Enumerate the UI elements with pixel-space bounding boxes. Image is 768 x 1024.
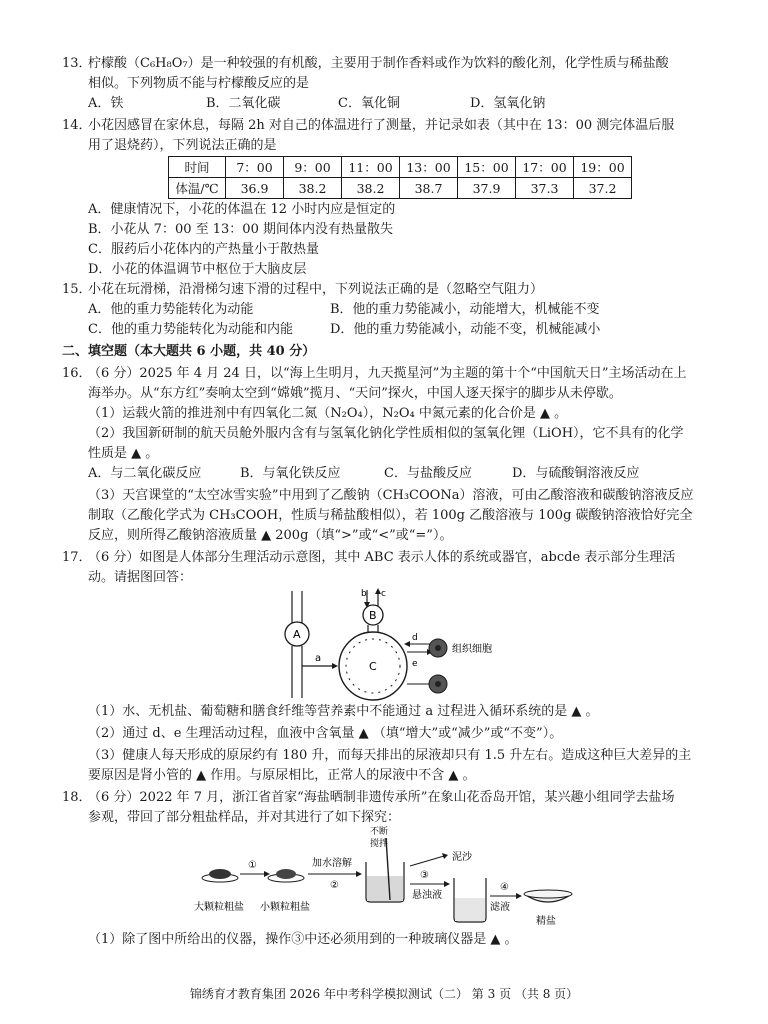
question-16-option-b: B．与氧化铁反应 — [240, 466, 341, 481]
filtrate-label: 滤液 — [490, 902, 510, 913]
table-cell: 17：00 — [516, 157, 574, 178]
organ-a — [285, 591, 309, 698]
question-17-number: 17． — [62, 550, 92, 565]
question-13-option-c: C．氧化铜 — [338, 96, 400, 111]
question-15-text-line-1: 小花在玩滑梯，沿滑梯匀速下滑的过程中，下列说法正确的是（忽略空气阻力） — [88, 282, 544, 297]
question-14-option-b: B．小花从 7：00 至 13：00 期间体内没有热量散失 — [88, 222, 393, 237]
question-14-number: 14． — [62, 118, 92, 133]
table-cell: 37.3 — [516, 178, 574, 199]
table-cell: 38.7 — [400, 178, 458, 199]
label-c-small: c — [381, 589, 386, 599]
stir-label-top: 不断 — [370, 827, 389, 837]
question-16-number: 16． — [62, 366, 92, 381]
question-14-option-d: D．小花的体温调节中枢位于大脑皮层 — [88, 262, 307, 277]
question-16-part-2-line-2: 性质是 ▲ 。 — [88, 446, 159, 461]
table-cell: 36.9 — [226, 178, 284, 199]
label-e: e — [412, 659, 418, 669]
question-16-part-3-line-3: 反应，则所得乙酸钠溶液质量 ▲ 200g（填“>”或“<”或“=”）。 — [88, 528, 453, 543]
question-16-text-line-2: 海举办。从“东方红”奏响太空到“嫦娥”揽月、“天问”探火，中国人逐天探宇的脚步从未停歇。 — [88, 386, 622, 401]
coarse-big-label: 大颗粒粗盐 — [194, 902, 244, 913]
table-row-temperature — [169, 178, 632, 199]
table-cell: 37.2 — [574, 178, 632, 199]
table-cell: 38.2 — [284, 178, 342, 199]
fine-salt-label: 精盐 — [536, 916, 556, 927]
question-16-option-a: A．与二氧化碳反应 — [88, 466, 202, 481]
label-c: C — [369, 660, 377, 673]
section-2-heading: 二、填空题（本大题共 6 小题，共 40 分） — [62, 344, 316, 359]
mud-label: 泥沙 — [452, 852, 472, 863]
step-2-label: ② — [330, 880, 339, 891]
table-header-time: 时间 — [169, 157, 226, 178]
table-row-time — [169, 157, 632, 178]
question-16-part-3-line-1: （3）天宫课堂的“太空冰雪实验”中用到了乙酸钠（CH₃COONa）溶液，可由乙酸溶液和碳酸钠溶液反应 — [88, 488, 694, 503]
dissolve-label: 加水溶解 — [312, 858, 352, 869]
dish-small-salt — [268, 869, 304, 882]
question-14-option-c: C．服药后小花体内的产热量小于散热量 — [88, 242, 319, 257]
question-13-text-line-2: 相似。下列物质不能与柠檬酸反应的是 — [88, 76, 310, 91]
question-16-part-1: （1）运载火箭的推进剂中有四氧化二氮（N₂O₄），N₂O₄ 中氮元素的化合价是 ▲ 。 — [88, 406, 568, 421]
label-b: B — [369, 609, 377, 622]
question-15-option-a: A．他的重力势能转化为动能 — [88, 302, 254, 317]
question-17-part-1: （1）水、无机盐、葡萄糖和膳食纤维等营养素中不能通过 a 过程进入循环系统的是 ▲ 。 — [88, 704, 599, 719]
table-cell: 7：00 — [226, 157, 284, 178]
label-a: A — [293, 628, 301, 641]
table-cell: 15：00 — [458, 157, 516, 178]
evaporating-dish — [524, 890, 572, 902]
question-14-option-a: A．健康情况下，小花的体温在 12 小时内应是恒定的 — [88, 202, 396, 217]
label-small-a: a — [315, 653, 322, 664]
question-13-option-d: D．氢氧化钠 — [470, 96, 546, 111]
question-15-option-d: D．他的重力势能减小，动能不变，机械能减小 — [330, 322, 601, 337]
beaker-filtrate — [454, 878, 486, 922]
label-b-small: b — [361, 589, 367, 599]
step-1-label: ① — [248, 860, 257, 871]
table-cell: 38.2 — [342, 178, 400, 199]
tissue-cell-label: 组织细胞 — [452, 644, 492, 655]
physiology-diagram — [270, 586, 500, 706]
stir-label-bottom: 搅拌 — [370, 839, 389, 849]
question-18-text-line-1: （6 分）2022 年 7 月，浙江省首家“海盐晒制非遗传承所”在象山花岙岛开馆，某兴趣小组同学去盐场 — [88, 790, 675, 805]
question-15-number: 15． — [62, 282, 92, 297]
question-17-part-3-line-2: 要原因是肾小管的 ▲ 作用。与原尿相比，正常人的尿液中不含 ▲ 。 — [88, 768, 476, 783]
question-18-text-line-2: 参观，带回了部分粗盐样品，并对其进行了如下探究： — [88, 810, 401, 825]
question-13-number: 13． — [62, 56, 92, 71]
table-cell: 13：00 — [400, 157, 458, 178]
step-4-label: ④ — [500, 882, 509, 893]
salt-purification-diagram — [190, 826, 580, 930]
question-17-part-2: （2）通过 d、e 生理活动过程，血液中含氧量 ▲ （填“增大”或“减少”或“不变”）。 — [88, 726, 563, 741]
table-cell: 9：00 — [284, 157, 342, 178]
question-13-option-a: A．铁 — [88, 96, 124, 111]
question-18-number: 18． — [62, 790, 92, 805]
arrow-to-mud — [410, 856, 444, 866]
question-16-part-3-line-2: 制取（乙酸化学式为 CH₃COOH，性质与稀盐酸相似），若 100g 乙酸溶液与 100g 碳酸钠溶液恰好完全 — [88, 508, 693, 523]
table-cell: 37.9 — [458, 178, 516, 199]
temperature-table — [168, 156, 632, 199]
question-16-option-d: D．与硫酸铜溶液反应 — [512, 466, 640, 481]
question-16-part-2-line-1: （2）我国新研制的航天员舱外服内含有与氢氧化钠化学性质相似的氢氧化锂（LiOH），它不具有的化学 — [88, 426, 684, 441]
label-d: d — [412, 633, 418, 643]
question-17-text-line-1: （6 分）如图是人体部分生理活动示意图，其中 ABC 表示人体的系统或器官，abcde 表示部分生理活 — [88, 550, 676, 565]
question-17-part-3-line-1: （3）健康人每天形成的原尿约有 180 升，而每天排出的尿液却只有 1.5 升左右。造成这种巨大差异的主 — [88, 748, 692, 763]
arrow-a-head — [332, 663, 338, 669]
dish-big-salt — [202, 869, 238, 882]
question-13-option-b: B．二氧化碳 — [206, 96, 281, 111]
question-18-part-1: （1）除了图中所给出的仪器，操作③中还必须用到的一种玻璃仪器是 ▲ 。 — [88, 932, 518, 947]
table-cell: 19：00 — [574, 157, 632, 178]
question-17-text-line-2: 动。请据图回答： — [88, 570, 193, 585]
question-16-text-line-1: （6 分）2025 年 4 月 24 日，以“海上生明月，九天揽星河”为主题的第十个“中国航天日”主场活动在上 — [88, 366, 687, 381]
question-14-text-line-2: 用了退烧药），下列说法正确的是 — [88, 138, 277, 153]
question-15-option-b: B．他的重力势能减小，动能增大，机械能不变 — [330, 302, 600, 317]
question-14-text-line-1: 小花因感冒在家休息，每隔 2h 对自己的体温进行了测量，并记录如表（其中在 13：00 测完体温后服 — [88, 118, 675, 133]
step-3-label: ③ — [420, 870, 429, 881]
table-header-temperature: 体温/℃ — [169, 178, 226, 199]
suspension-label: 悬浊液 — [412, 890, 442, 901]
page-footer: 锦绣育才教育集团 2026 年中考科学模拟测试（二） 第 3 页 （共 8 页） — [189, 987, 579, 1001]
question-15-option-c: C．他的重力势能转化为动能和内能 — [88, 322, 293, 337]
table-cell: 11：00 — [342, 157, 400, 178]
coarse-small-label: 小颗粒粗盐 — [260, 902, 310, 913]
question-16-option-c: C．与盐酸反应 — [384, 466, 472, 481]
question-13-text-line-1: 柠檬酸（C₆H₈O₇）是一种较强的有机酸，主要用于制作香料或作为饮料的酸化剂，化学性质与稀盐酸 — [88, 56, 669, 71]
